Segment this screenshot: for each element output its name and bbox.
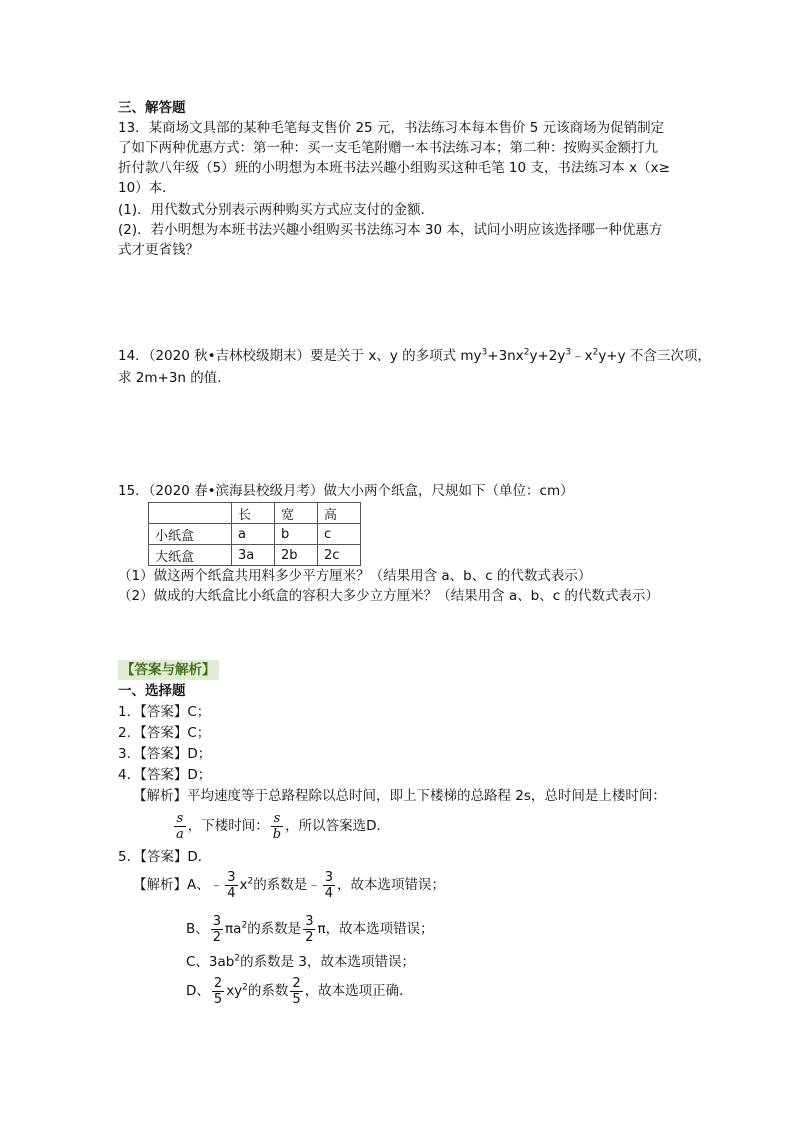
fraction: $\frac{3}{2}$ [212,913,222,945]
fraction: $\frac{s}{a}$ [176,810,184,842]
table-cell: 宽 [275,503,318,524]
table-cell: 3a [232,545,275,566]
table-cell: 长 [232,503,275,524]
table-cell: 2b [275,545,318,566]
q14-line2: 求 2m+3n 的值． [118,370,231,386]
section-heading: 三、解答题 [118,100,186,116]
table-cell: 大纸盒 [149,545,232,566]
table-row [149,524,361,545]
answers-tag: 【答案与解析】 [118,660,219,680]
table-cell: 小纸盒 [149,524,232,545]
table-cell: a [232,524,275,545]
answer-4: 4．【答案】D； [118,767,212,783]
q13-line3: 折付款八年级（5）班的小明想为本班书法兴趣小组购买这种毛笔 10 支，书法练习本 x（x≥ [118,160,670,176]
answer-5-option-d: D、 $\frac{2}{5}$ $xy^2$的系数 $\frac{2}{5}$ ，故本选项正确． [186,975,413,1007]
table-cell: c [318,524,361,545]
answer-5-option-c: C、$3ab^2$的系数是 3，故本选项错误； [186,953,415,970]
answer-5-option-a: 【解析】A、﹣ $\frac{3}{4}$ $x^2$的系数是﹣ $\frac{3}{4}$ ，故本选项错误； [133,869,446,901]
q13-part1: (1)．用代数式分别表示两种购买方式应支付的金额． [118,202,435,218]
answer-4-explanation-2: $\frac{s}{a}$ ，下楼时间： $\frac{s}{b}$ ，所以答案选D． [176,810,390,842]
fraction: $\frac{2}{5}$ [213,975,223,1007]
answer-4-explanation: 【解析】平均速度等于总路程除以总时间，即上下楼梯的总路程 2s，总时间是上楼时间： [133,788,666,804]
paper-box-table [148,502,361,566]
q13-line4: 10）本． [118,180,176,196]
fraction: $\frac{3}{2}$ [305,913,314,945]
answer-1: 1．【答案】C； [118,704,211,720]
answer-5-option-b: B、 $\frac{3}{2}$ $\pi a^2$的系数是 $\frac{3}{2}$ π，故本选项错误； [186,913,434,945]
q15-part1: （1）做这两个纸盒共用料多少平方厘米？（结果用含 a、b、c 的代数式表示） [118,568,592,584]
q15-line1: 15．（2020 春•滨海县校级月考）做大小两个纸盒，尺规如下（单位：cm） [118,483,574,499]
table-cell [149,503,232,524]
answer-5: 5．【答案】D． [118,849,212,865]
fraction: $\frac{3}{4}$ [227,869,236,901]
fraction: $\frac{s}{b}$ [272,810,282,842]
table-cell: 高 [318,503,361,524]
table-cell: b [275,524,318,545]
q13-line1: 13．某商场文具部的某种毛笔每支售价 25 元，书法练习本每本售价 5 元该商场为促销制定 [118,120,665,136]
fraction: $\frac{3}{4}$ [324,869,334,901]
q15-part2: （2）做成的大纸盒比小纸盒的容积大多少立方厘米？（结果用含 a、b、c 的代数式表示） [118,588,659,604]
table-cell: 2c [318,545,361,566]
q13-part2b: 式才更省钱？ [118,242,199,258]
answer-3: 3．【答案】D； [118,746,212,762]
q14-line1: 14．（2020 秋•吉林校级期末）要是关于 x、y 的多项式 $my^3+3nx^2y+2y^3﹣x^2y+y$ 不含三次项， [118,347,711,364]
table-row [149,545,361,566]
answers-heading: 一、选择题 [118,683,186,699]
q13-part2a: (2)．若小明想为本班书法兴趣小组购买书法练习本 30 本，试问小明应该选择哪一种优惠方 [118,222,663,238]
q13-line2: 了如下两种优惠方式：第一种：买一支毛笔附赠一本书法练习本；第二种：按购买金额打九 [118,140,658,156]
answer-2: 2．【答案】C； [118,725,211,741]
fraction: $\frac{2}{5}$ [292,975,301,1007]
table-row [149,503,361,524]
